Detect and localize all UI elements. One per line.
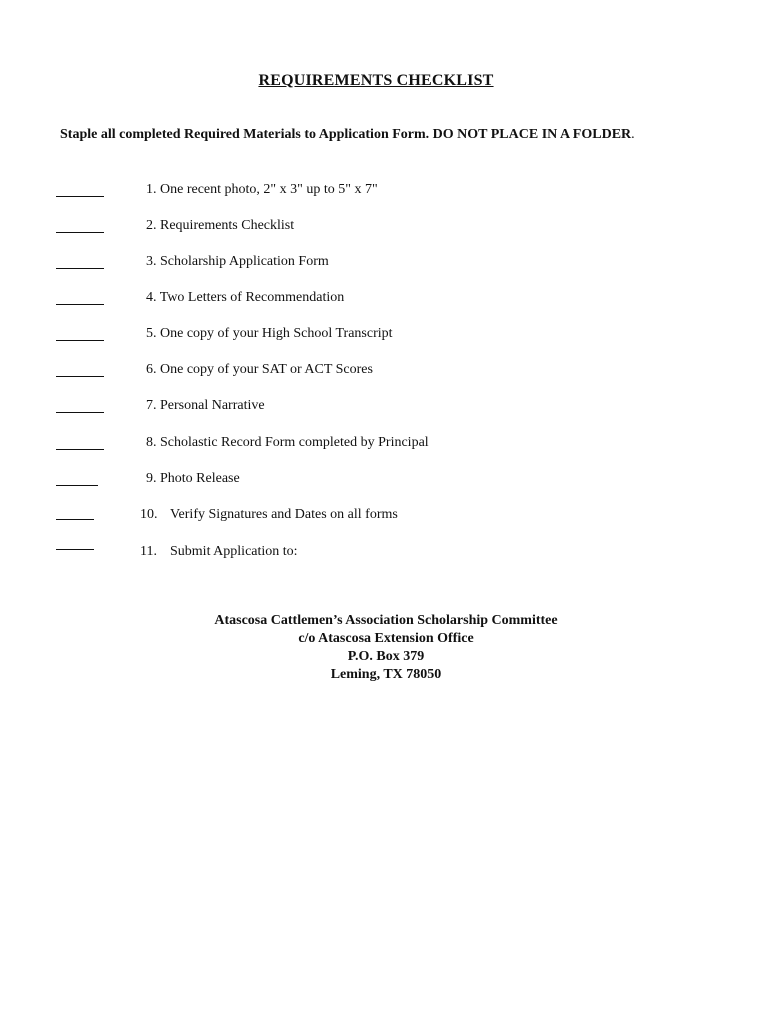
checklist-item-label: 5. One copy of your High School Transcript — [146, 326, 393, 341]
checklist-blank[interactable] — [56, 549, 94, 550]
checklist-item-label: 8. Scholastic Record Form completed by Principal — [146, 435, 429, 450]
checklist-blank[interactable] — [56, 268, 104, 269]
checklist-item-2 — [0, 218, 760, 238]
checklist-blank[interactable] — [56, 340, 104, 341]
checklist-item-label: 4. Two Letters of Recommendation — [146, 290, 345, 305]
instruction-text — [60, 127, 635, 143]
checklist-item-label: 2. Requirements Checklist — [146, 218, 295, 233]
checklist-item-label: 1. One recent photo, 2" x 3" up to 5" x 7" — [146, 182, 378, 197]
checklist-item-7 — [0, 398, 760, 418]
checklist-item-9 — [0, 471, 760, 491]
page-title: REQUIREMENTS CHECKLIST — [258, 72, 494, 89]
checklist-item-5 — [0, 326, 760, 346]
instruction-end: . — [631, 127, 635, 142]
checklist-blank[interactable] — [56, 412, 104, 413]
instruction-main: Staple all completed Required Materials to Application Form. DO NOT PLACE IN A FOLDER — [60, 127, 632, 142]
checklist-item-8 — [0, 435, 760, 455]
checklist-item-label: 9. Photo Release — [146, 471, 240, 486]
checklist-blank[interactable] — [56, 232, 104, 233]
checklist-item-3 — [0, 254, 760, 274]
checklist-blank[interactable] — [56, 196, 104, 197]
checklist-item-label: 6. One copy of your SAT or ACT Scores — [146, 362, 373, 377]
checklist-item-label: 10. Verify Signatures and Dates on all forms — [140, 507, 398, 522]
checklist-item-label: 3. Scholarship Application Form — [146, 254, 329, 269]
checklist-item-label: 11. Submit Application to: — [140, 544, 298, 559]
checklist-blank[interactable] — [56, 304, 104, 305]
checklist-item-1 — [0, 182, 760, 202]
checklist-item-label: 7. Personal Narrative — [146, 398, 265, 413]
checklist-blank[interactable] — [56, 449, 104, 450]
checklist-blank[interactable] — [56, 519, 94, 520]
mailing-address — [0, 612, 770, 684]
checklist-blank[interactable] — [56, 485, 98, 486]
checklist-item-11 — [0, 544, 760, 564]
checklist-item-4 — [0, 290, 760, 310]
address-line-1: Atascosa Cattlemen’s Association Scholarship Committee — [214, 613, 558, 628]
checklist-blank[interactable] — [56, 376, 104, 377]
address-line-4: Leming, TX 78050 — [330, 667, 442, 682]
address-line-3: P.O. Box 379 — [347, 649, 425, 664]
checklist-item-6 — [0, 362, 760, 382]
address-line-2: c/o Atascosa Extension Office — [298, 631, 474, 646]
checklist-item-10 — [0, 507, 760, 527]
